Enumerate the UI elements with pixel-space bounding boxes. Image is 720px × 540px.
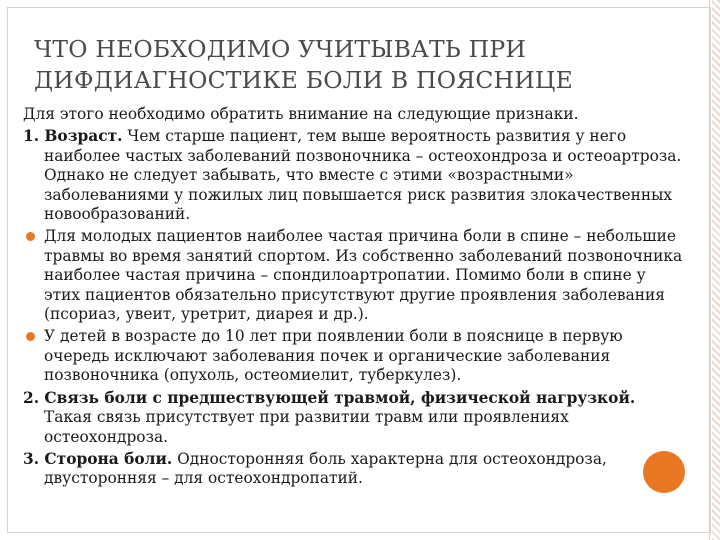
intro-text: Для этого необходимо обратить внимание на следующие признаки. — [23, 105, 579, 123]
item-label-age: 1. Возраст. — [23, 127, 123, 146]
slide-title: ЧТО НЕОБХОДИМО УЧИТЫВАТЬ ПРИ ДИФДИАГНОСТИКЕ БОЛИ В ПОЯСНИЦЕ — [34, 35, 573, 94]
item-text-side: Односторонняя боль характерна для остеохондроза, двусторонняя – для остеохондропатий. — [44, 449, 607, 488]
right-divider-line — [709, 0, 710, 540]
decorative-circle — [643, 451, 685, 493]
list-item-trauma — [23, 389, 685, 447]
bullet-dot-icon — [26, 332, 35, 341]
item-text-age: Чем старше пациент, тем выше вероятность развития у него наиболее частых заболеваний позвоночника – остеохондроза и остеоартроза. Однако не следует забывать, что вместе с этими «возрастными» заболеваниями у пожилых лиц повышается риск развития злокачественных новообразований. — [44, 127, 682, 224]
list-item-age — [23, 127, 685, 224]
slide-body — [23, 105, 685, 492]
bullet-item-children — [23, 327, 685, 385]
list-item-side — [23, 450, 685, 489]
bullet-text-young: Для молодых пациентов наиболее частая причина боли в спине – небольшие травмы во время занятий спортом. Из собственно заболеваний позвоночника наиболее частая причина – спондилоартропатии. Помимо боли в спине у этих пациентов обязательно присутствуют другие проявления заболевания (псориаз, увеит, уретрит, диарея и др.). — [44, 227, 683, 324]
item-text-trauma: Такая связь присутствует при развитии травм или проявлениях остеохондроза. — [44, 408, 569, 446]
bullet-dot-icon — [26, 232, 35, 241]
item-label-trauma: 2. Связь боли с предшествующей травмой, физической нагрузкой. — [23, 388, 636, 407]
bullet-item-young — [23, 227, 685, 324]
item-label-side: 3. Сторона боли. — [23, 449, 173, 468]
decorative-stripe — [712, 0, 720, 540]
bullet-text-children: У детей в возрасте до 10 лет при появлении боли в пояснице в первую очередь исключают заболевания почек и органические заболевания позвоночника (опухоль, остеомиелит, туберкулез). — [44, 327, 623, 385]
